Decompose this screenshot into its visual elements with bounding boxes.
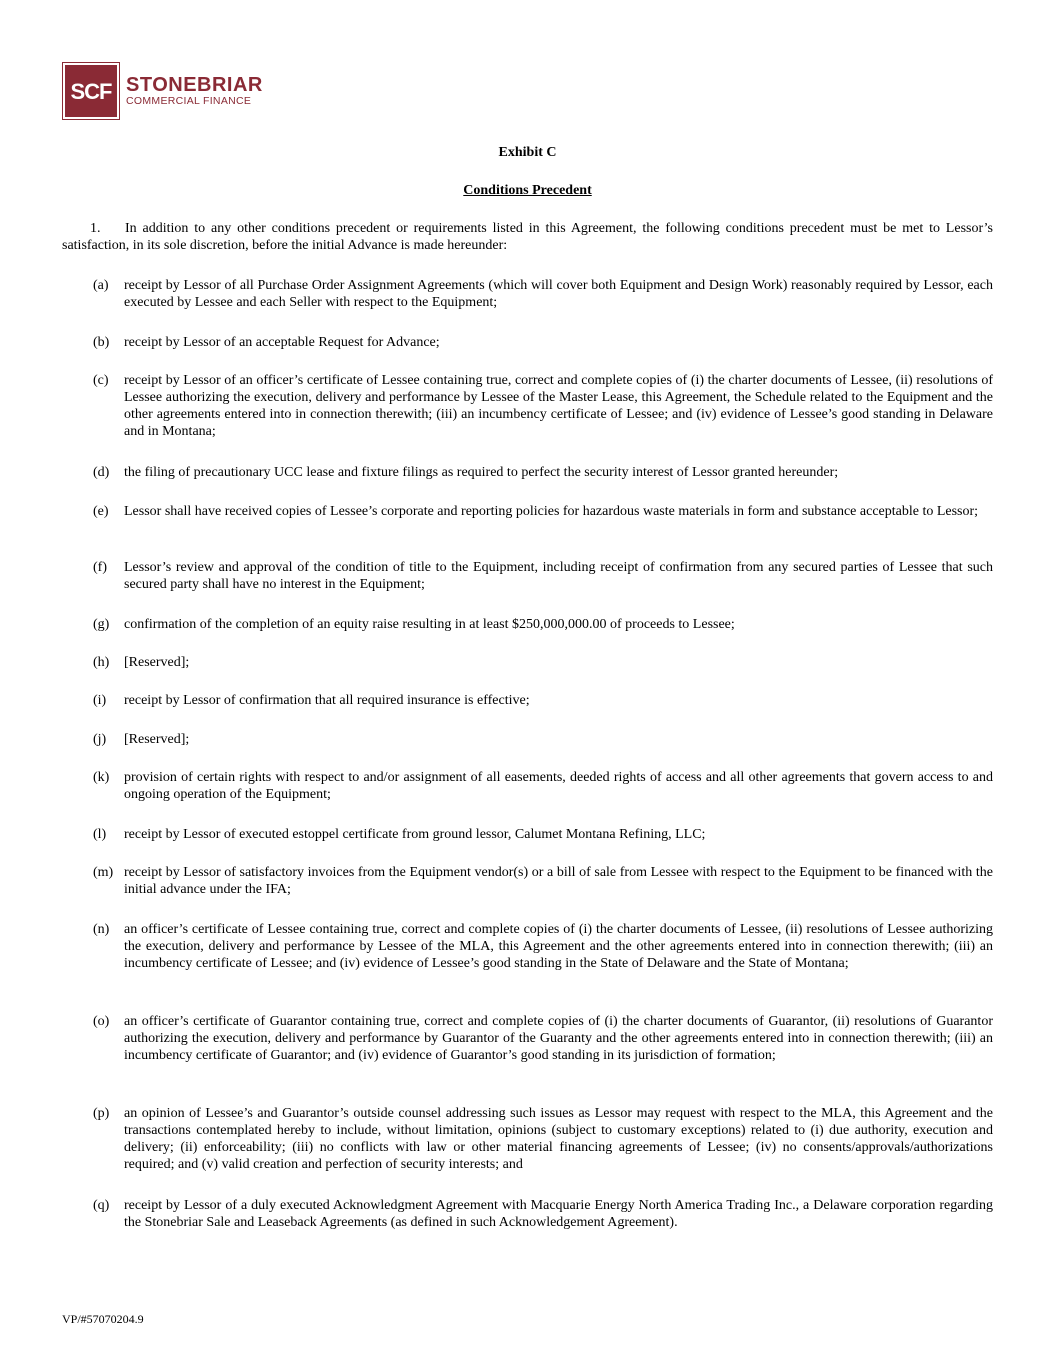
item-text: an officer’s certificate of Guarantor containing true, correct and complete copies of (i) the charter documents of Guarantor, (ii) resolutions of Guarantor authorizing the execution, delivery and performance by Guarantor of the Guaranty and the other agreements entered into in connection therewith; (iii) an incumbency certificate of Guarantor; and (iv) evidence of Guarantor’s good standing in its jurisdiction of formation; [124,1014,993,1063]
item-text: [Reserved]; [124,655,190,670]
section-title: Conditions Precedent [463,183,592,198]
intro-text: In addition to any other conditions precedent or requirements listed in this Agreement, the following conditions precedent must be met to Lessor’s satisfaction, in its sole discretion, before the initial Advance is made hereunder: [62,221,993,253]
item-label: (g) [93,617,110,632]
item-text: receipt by Lessor of executed estoppel certificate from ground lessor, Calumet Montana Refining, LLC; [124,827,706,842]
item-label: (o) [93,1014,110,1029]
item-label: (p) [93,1106,110,1121]
condition-item-k [93,769,993,803]
item-label: (d) [93,465,110,480]
item-label: (f) [93,560,107,575]
item-text: receipt by Lessor of all Purchase Order Assignment Agreements (which will cover both Equipment and Design Work) reasonably required by Lessor, each executed by Lessee and each Seller with respect to the Equipment; [124,278,993,310]
item-text: receipt by Lessor of a duly executed Acknowledgment Agreement with Macquarie Energy North America Trading Inc., a Delaware corporation regarding the Stonebriar Sale and Leaseback Agreements (as defined in such Acknowledgement Agreement). [124,1198,993,1230]
item-text: receipt by Lessor of an acceptable Request for Advance; [124,335,440,350]
item-text: the filing of precautionary UCC lease and fixture filings as required to perfect the security interest of Lessor granted hereunder; [124,465,839,480]
item-text: receipt by Lessor of confirmation that all required insurance is effective; [124,693,530,708]
condition-item-c [93,372,993,440]
condition-item-f [93,559,993,593]
item-label: (j) [93,732,107,747]
item-text: Lessor’s review and approval of the condition of title to the Equipment, including receipt of confirmation from any secured parties of Lessee that such secured party shall have no interest in the Equipment; [124,560,993,592]
exhibit-label: Exhibit C [498,145,557,160]
condition-item-p [93,1105,993,1173]
item-label: (c) [93,373,109,388]
item-text: receipt by Lessor of satisfactory invoices from the Equipment vendor(s) or a bill of sale from Lessee with respect to the Equipment to be financed with the initial advance under the IFA; [124,865,993,897]
intro-paragraph [62,220,993,254]
intro-number: 1. [90,221,101,236]
condition-item-j [93,731,993,748]
item-label: (i) [93,693,107,708]
item-text: [Reserved]; [124,732,190,747]
condition-item-o [93,1013,993,1064]
item-label: (m) [93,865,114,880]
logo-subtitle: COMMERCIAL FINANCE [126,95,252,107]
item-label: (n) [93,922,110,937]
item-text: Lessor shall have received copies of Lessee’s corporate and reporting policies for hazardous waste materials in form and substance acceptable to Lessor; [124,504,979,519]
condition-item-g [93,616,993,633]
item-text: provision of certain rights with respect to and/or assignment of all easements, deeded rights of access and all other agreements that govern access to and ongoing operation of the Equipment; [124,770,993,802]
item-text: an officer’s certificate of Lessee containing true, correct and complete copies of (i) the charter documents of Lessee, (ii) resolutions of Lessee authorizing the execution, delivery and performance by Lessee of the MLA, this Agreement and the other agreements entered into in connection therewith; (iii) an incumbency certificate of Lessee; and (iv) evidence of Lessee’s good standing in the State of Delaware and the State of Montana; [124,922,993,971]
logo-name: STONEBRIAR [126,74,263,96]
item-label: (a) [93,278,109,293]
item-label: (e) [93,504,109,519]
logo-wordmark [126,75,263,107]
logo-mark-text: SCF [65,65,117,117]
item-label: (b) [93,335,110,350]
item-label: (k) [93,770,110,785]
item-label: (l) [93,827,107,842]
item-text: confirmation of the completion of an equity raise resulting in at least $250,000,000.00 of proceeds to Lessee; [124,617,735,632]
item-label: (q) [93,1198,110,1213]
condition-item-d [93,464,993,481]
condition-item-l [93,826,993,843]
condition-item-e [93,503,993,520]
condition-item-h [93,654,993,671]
document-reference: VP/#57070204.9 [62,1312,144,1326]
logo-mark [62,62,120,120]
condition-item-i [93,692,993,709]
condition-item-m [93,864,993,898]
item-label: (h) [93,655,110,670]
condition-item-b [93,334,993,351]
item-text: receipt by Lessor of an officer’s certificate of Lessee containing true, correct and complete copies of (i) the charter documents of Lessee, (ii) resolutions of Lessee authorizing the execution, delivery and performance by Lessee of the Master Lease, this Agreement, the Schedule related to the Equipment and the other agreements entered into in connection therewith; (iii) an incumbency certificate of Lessee; and (iv) evidence of Lessee’s good standing in Delaware and in Montana; [124,373,993,439]
condition-item-q [93,1197,993,1231]
condition-item-a [93,277,993,311]
item-text: an opinion of Lessee’s and Guarantor’s outside counsel addressing such issues as Lessor may request with respect to the MLA, this Agreement and the transactions contemplated hereby to include, without limitation, opinions (subject to customary exceptions) related to (i) due authority, execution and delivery; (ii) enforceability; (iii) no conflicts with law or other material financing agreements of Lessee; (iv) no consents/approvals/authorizations required; and (v) valid creation and perfection of security interests; and [124,1106,993,1172]
condition-item-n [93,921,993,972]
company-logo [62,61,263,121]
